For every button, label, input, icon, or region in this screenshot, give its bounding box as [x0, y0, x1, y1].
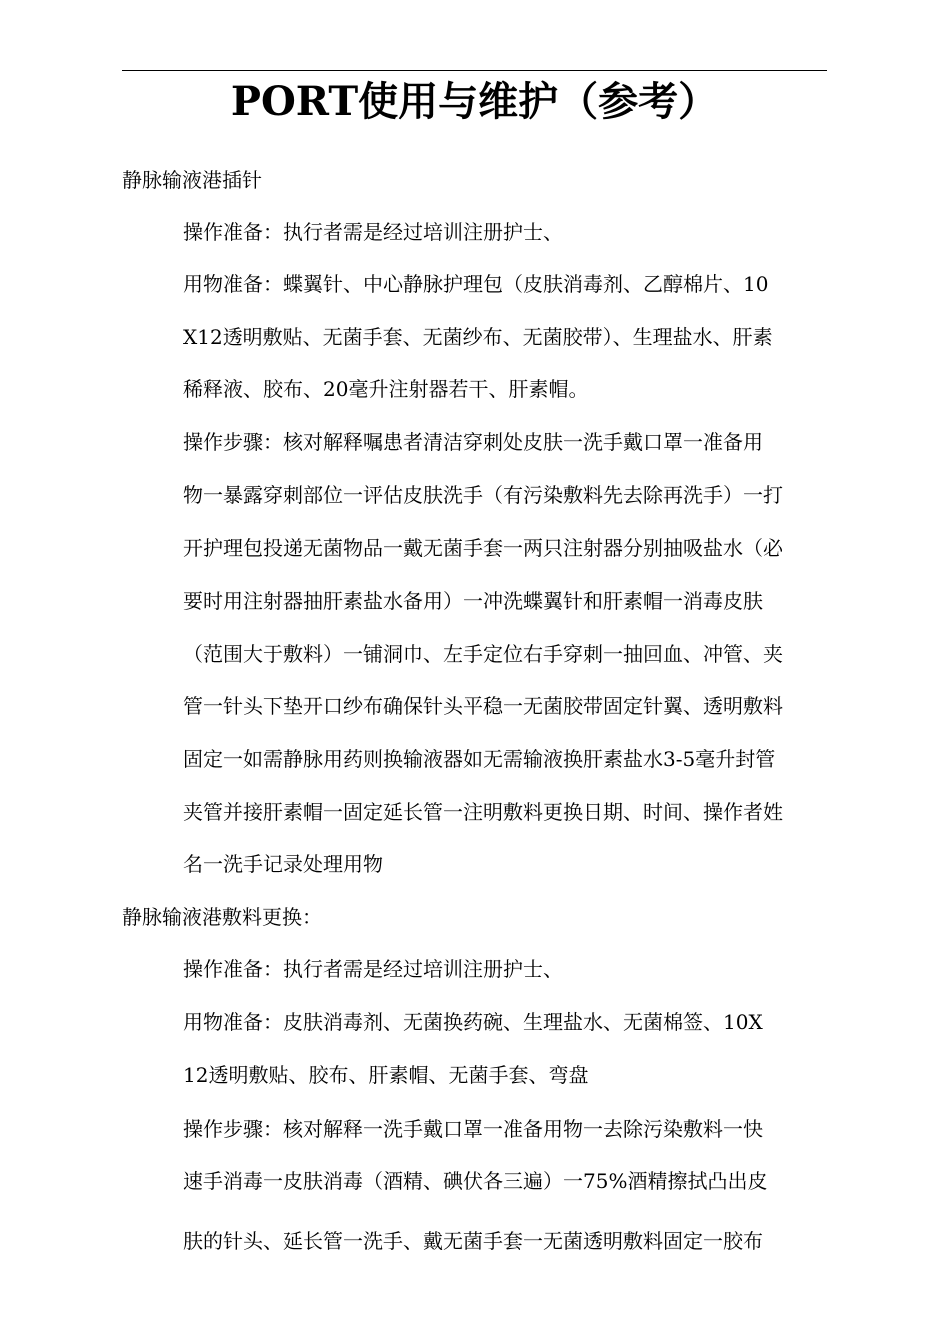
paragraph-line: 肤的针头、延长管一洗手、戴无菌手套一无菌透明敷料固定一胶布 [183, 1229, 763, 1253]
paragraph-line: 物一暴露穿刺部位一评估皮肤洗手（有污染敷料先去除再洗手）一打 [183, 483, 783, 507]
paragraph-line: 固定一如需静脉用药则换输液器如无需输液换肝素盐水3-5毫升封管 [183, 747, 776, 771]
top-rule [122, 70, 827, 71]
paragraph-line: 稀释液、胶布、20毫升注射器若干、肝素帽。 [183, 377, 589, 401]
paragraph-line: 用物准备：蝶翼针、中心静脉护理包（皮肤消毒剂、乙醇棉片、10 [183, 272, 769, 296]
paragraph-line: 名一洗手记录处理用物 [183, 852, 383, 876]
paragraph-line: 要时用注射器抽肝素盐水备用）一冲洗蝶翼针和肝素帽一消毒皮肤 [183, 589, 763, 613]
paragraph-line: 用物准备：皮肤消毒剂、无菌换药碗、生理盐水、无菌棉签、10X [183, 1010, 763, 1034]
paragraph-line: 操作准备：执行者需是经过培训注册护士、 [183, 220, 563, 244]
section-heading-port-insertion: 静脉输液港插针 [122, 168, 262, 192]
document-title: PORT使用与维护（参考） [230, 78, 719, 125]
paragraph-line: 速手消毒一皮肤消毒（酒精、碘伏各三遍）一75%酒精擦拭凸出皮 [183, 1169, 768, 1193]
paragraph-line: 开护理包投递无菌物品一戴无菌手套一两只注射器分别抽吸盐水（必 [183, 536, 783, 560]
paragraph-line: 管一针头下垫开口纱布确保针头平稳一无菌胶带固定针翼、透明敷料 [183, 694, 783, 718]
paragraph-line: X12透明敷贴、无菌手套、无菌纱布、无菌胶带）、生理盐水、肝素 [183, 325, 773, 349]
paragraph-line: 夹管并接肝素帽一固定延长管一注明敷料更换日期、时间、操作者姓 [183, 800, 783, 824]
paragraph-line: （范围大于敷料）一铺洞巾、左手定位右手穿刺一抽回血、冲管、夹 [183, 642, 783, 666]
paragraph-line: 操作步骤：核对解释一洗手戴口罩一准备用物一去除污染敷料一快 [183, 1117, 763, 1141]
paragraph-line: 操作步骤：核对解释嘱患者清洁穿刺处皮肤一洗手戴口罩一准备用 [183, 430, 763, 454]
paragraph-line: 操作准备：执行者需是经过培训注册护士、 [183, 957, 563, 981]
paragraph-line: 12透明敷贴、胶布、肝素帽、无菌手套、弯盘 [183, 1063, 589, 1087]
section-heading-dressing-change: 静脉输液港敷料更换： [122, 905, 322, 929]
